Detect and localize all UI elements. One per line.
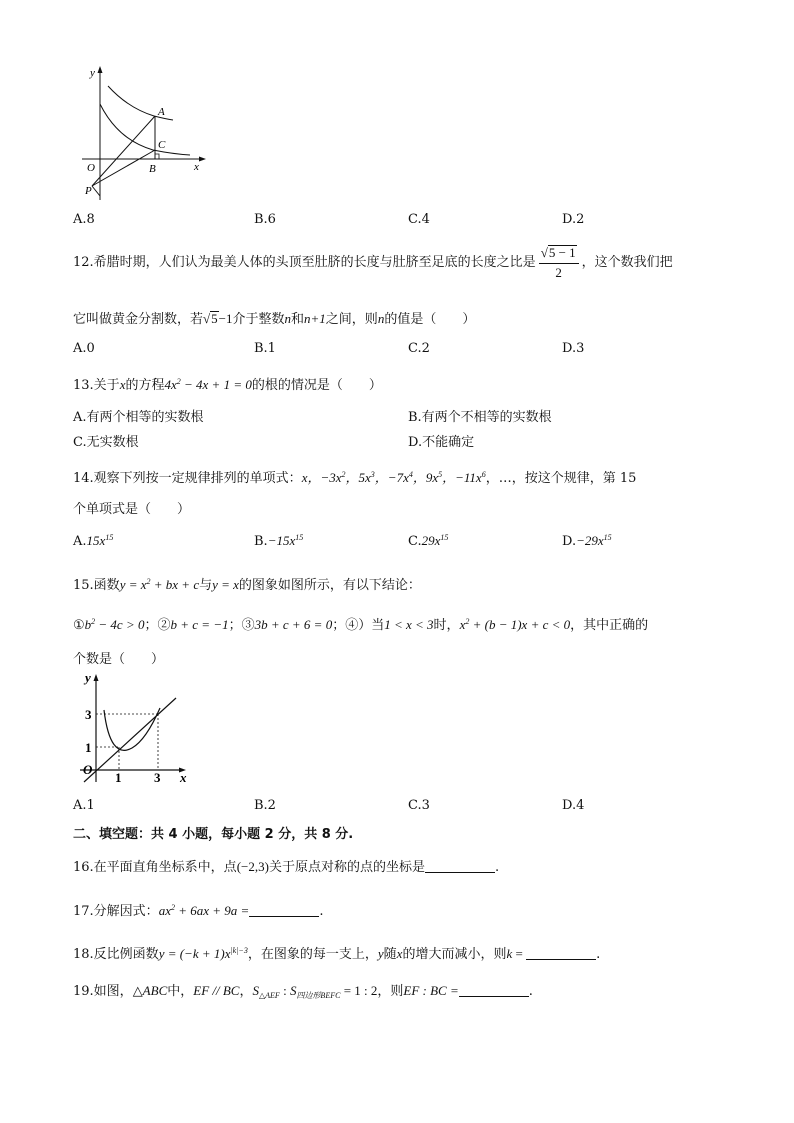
q12-frac-numerator: 5 − 1 <box>548 245 576 260</box>
q17-stem: 17.分解因式：$ax^2 + 6ax + 9a$ = . <box>73 903 324 919</box>
q15-text-2: 与 <box>199 578 213 593</box>
q12-option-d[interactable]: D.3 <box>562 341 585 356</box>
q15-tick-1y: 1 <box>85 740 92 755</box>
q14-option-b[interactable]: $B.-15x^{15}$ <box>254 533 304 549</box>
q14-line2: 个单项式是（ ） <box>73 502 191 517</box>
q12-text-3: 它叫做黄金分割数，若 <box>73 312 204 327</box>
q13-option-c[interactable]: C.无实数根 <box>73 435 139 450</box>
q19-answer-blank[interactable] <box>459 983 529 997</box>
q11-option-a[interactable]: A.8 <box>73 212 95 227</box>
q11-option-b[interactable]: B.6 <box>254 212 276 227</box>
q11-label-a: A <box>158 106 165 118</box>
q15-tick-3x: 3 <box>154 770 161 785</box>
q15-line3: 个数是（ ） <box>73 652 165 667</box>
q14-text-2: ，…，按这个规律，第 15 <box>485 471 637 486</box>
q11-figure <box>78 64 210 204</box>
q15-line1 <box>73 574 421 593</box>
q19-stem: 19.如图，△ABC中，EF // BC，$S_{\triangle AEF}$ : $S_{四边形BEFC} = 1$ : 2，则EF : BC = . <box>73 983 533 1000</box>
q12-text-4: −1介于整数 <box>218 311 285 326</box>
q14-line1 <box>73 467 636 486</box>
q12-text-7: 的值是（ ） <box>384 312 476 327</box>
q12-var-n-plus-1: n+1 <box>304 311 326 326</box>
q15-func-1: $y = x^2$ + bx + c <box>119 577 200 592</box>
q16-answer-blank[interactable] <box>425 859 495 873</box>
q15-option-a[interactable]: A.1 <box>73 798 95 813</box>
q13-equation: $4x^2 - 4x + 1 = 0$ <box>164 377 252 392</box>
q11-label-b: B <box>149 163 156 175</box>
q12-option-c[interactable]: C.2 <box>408 341 430 356</box>
q11-label-x: x <box>194 161 199 173</box>
q15-text-1: 15.函数 <box>73 578 120 593</box>
q11-option-c[interactable]: C.4 <box>408 212 430 227</box>
q12-text-5: 和 <box>291 312 305 327</box>
q11-label-c: C <box>158 139 166 151</box>
q12-var-n: n <box>284 311 291 326</box>
q15-option-c[interactable]: C.3 <box>408 798 430 813</box>
q15-text-3: 的图象如图所示，有以下结论： <box>238 578 421 593</box>
q15-option-b[interactable]: B.2 <box>254 798 276 813</box>
q14-option-c[interactable]: $C.29x^{15}$ <box>408 533 449 549</box>
q11-label-o: O <box>87 162 95 174</box>
q15-option-d[interactable]: D.4 <box>562 798 585 813</box>
q15-line2: $①b^2 - 4c > 0$；②b + c = −1；③3b + c + 6 = 0；④）当1 < x < 3时，$x^2 + (b - 1)x + c < 0$，其中正确的 <box>73 617 649 633</box>
q17-answer-blank[interactable] <box>249 903 319 917</box>
q15-label-o: O <box>83 762 93 777</box>
q15-label-x: x <box>180 770 187 785</box>
q13-text-1: 13.关于 <box>73 378 120 393</box>
q14-sequence: x，$-3x^2$，$5x^3$，$-7x^4$，$9x^5$，$-11x^6$ <box>301 470 486 485</box>
q15-tick-1x: 1 <box>115 770 122 785</box>
q13-option-a[interactable]: A.有两个相等的实数根 <box>73 410 204 425</box>
q18-function: $y = (-k + 1)x^{|k|-3}$ <box>158 946 248 961</box>
q12-fraction: $\frac{√5 - 1}{2}$ <box>539 245 579 281</box>
q18-answer-blank[interactable] <box>526 946 596 960</box>
q13-text-3: 的根的情况是（ ） <box>251 378 382 393</box>
q15-tick-3y: 3 <box>85 707 92 722</box>
q17-expression: $ax^2 + 6ax + 9a$ = <box>158 903 250 918</box>
q13-option-d[interactable]: D.不能确定 <box>408 435 475 450</box>
q12-line1 <box>73 245 673 281</box>
q16-stem: 16.在平面直角坐标系中，点(−2,3)关于原点对称的点的坐标是 . <box>73 859 500 875</box>
q12-text-6: 之间，则 <box>325 312 378 327</box>
q14-text-1: 14.观察下列按一定规律排列的单项式： <box>73 471 302 486</box>
q13-option-b[interactable]: B.有两个不相等的实数根 <box>408 410 552 425</box>
q12-line2: 它叫做黄金分割数，若√5−1介于整数n和n+1之间，则n的值是（ ） <box>73 311 476 327</box>
q12-option-a[interactable]: A.0 <box>73 341 95 356</box>
q15-figure <box>74 670 198 788</box>
q12-text-1: 12.希腊时期，人们认为最美人体的头顶至肚脐的长度与肚脐至足底的长度之比是 <box>73 255 536 270</box>
section-2-heading: 二、填空题：共 4 小题，每小题 2 分，共 8 分. <box>73 827 354 842</box>
q12-frac-denominator: 2 <box>555 265 562 280</box>
q12-sqrt-arg: 5 <box>211 311 218 326</box>
q12-var-n-2: n <box>377 311 385 326</box>
q16-point: (−2,3) <box>236 859 269 874</box>
q13-text-2: 的方程 <box>125 378 165 393</box>
q18-stem: 18.反比例函数$y = (-k + 1)x^{|k|-3}$，在图象的每一支上，y随x的增大而减小，则k = . <box>73 946 601 962</box>
q14-option-d[interactable]: $D.-29x^{15}$ <box>562 533 612 549</box>
q14-option-a[interactable]: $A.15x^{15}$ <box>73 533 114 549</box>
q11-label-y: y <box>90 67 95 79</box>
q15-func-2: y = x <box>212 577 239 592</box>
q11-option-d[interactable]: D.2 <box>562 212 585 227</box>
q12-text-2: ，这个数我们把 <box>581 255 673 270</box>
q13-var-x: x <box>119 377 126 392</box>
q15-label-y: y <box>85 670 91 685</box>
q13-stem <box>73 374 382 393</box>
q11-label-p: P <box>85 185 92 197</box>
q12-option-b[interactable]: B.1 <box>254 341 276 356</box>
